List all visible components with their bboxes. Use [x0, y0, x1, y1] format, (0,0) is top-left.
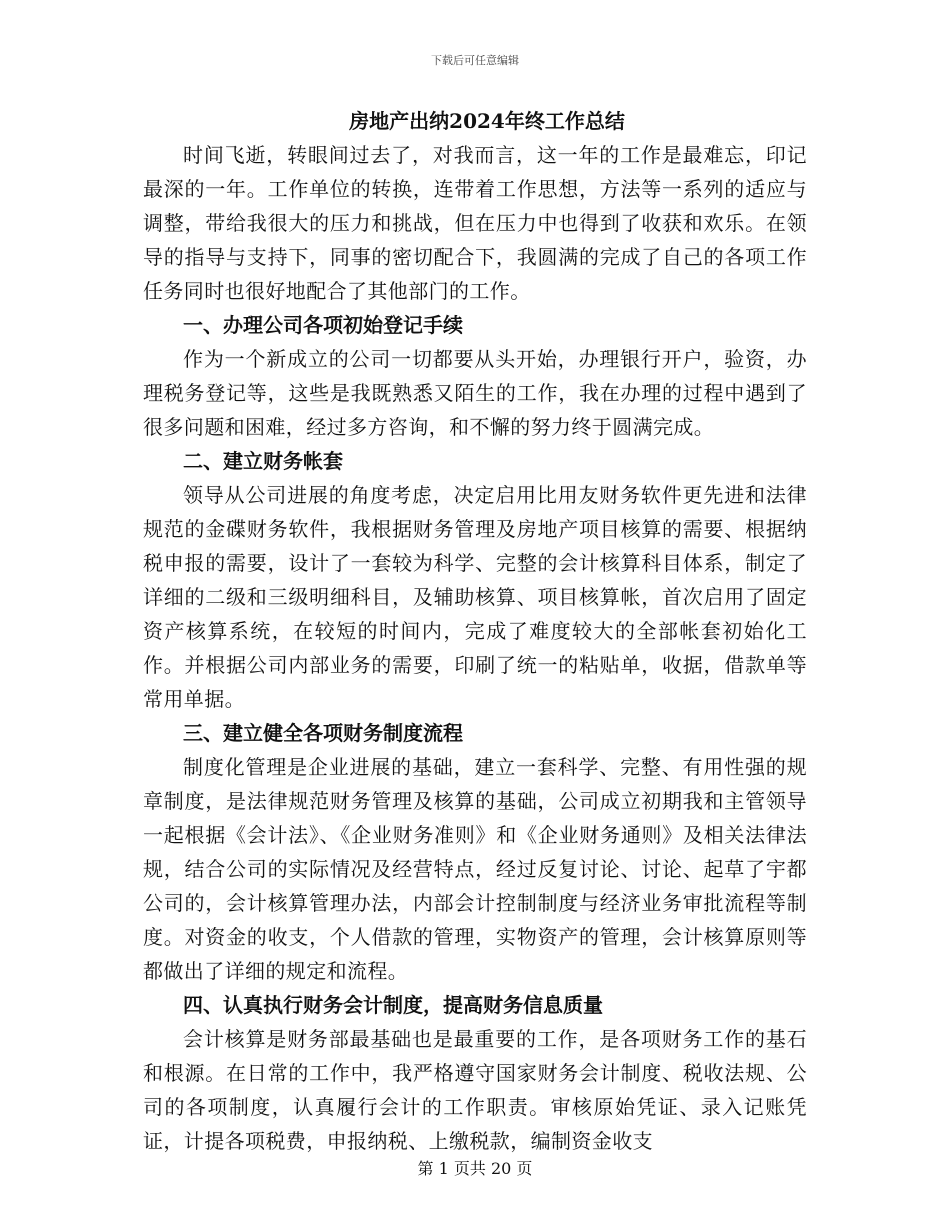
section-body-3: 制度化管理是企业进展的基础，建立一套科学、完整、有用性强的规章制度，是法律规范财务管理及核算的基础，公司成立初期我和主管领导一起根据《会计法》、《企业财务准则》和《企业财务通则》及相关法律法规，结合公司的实际情况及经营特点，经过反复讨论、讨论、起草了宇都公司的，会计核算管理办法，内部会计控制制度与经济业务审批流程等制度。对资金的收支，个人借款的管理，实物资产的管理，会计核算原则等都做出了详细的规定和流程。 [143, 755, 807, 983]
document-body [143, 104, 807, 1158]
section-heading-2: 二、建立财务帐套 [183, 449, 343, 473]
section-body-4: 会计核算是财务部最基础也是最重要的工作，是各项财务工作的基石和根源。在日常的工作中，我严格遵守国家财务会计制度、税收法规、公司的各项制度，认真履行会计的工作职责。审核原始凭证、录入记账凭证，计提各项税费，申报纳税、上缴税款，编制资金收支 [143, 1027, 807, 1153]
section-body-1: 作为一个新成立的公司一切都要从头开始，办理银行开户，验资，办理税务登记等，这些是我既熟悉又陌生的工作，我在办理的过程中遇到了很多问题和困难，经过多方咨询，和不懈的努力终于圆满完成。 [143, 347, 807, 439]
intro-paragraph: 时间飞逝，转眼间过去了，对我而言，这一年的工作是最难忘，印记最深的一年。工作单位的转换，连带着工作思想，方法等一系列的适应与调整，带给我很大的压力和挑战，但在压力中也得到了收获和欢乐。在领导的指导与支持下，同事的密切配合下，我圆满的完成了自己的各项工作任务同时也很好地配合了其他部门的工作。 [143, 143, 807, 303]
section-heading-1: 一、办理公司各项初始登记手续 [183, 313, 463, 337]
header-note: 下载后可任意编辑 [431, 54, 519, 67]
section-heading-3: 三、建立健全各项财务制度流程 [183, 721, 463, 745]
page-number-footer: 第 1 页共 20 页 [417, 1159, 533, 1178]
section-heading-4: 四、认真执行财务会计制度，提高财务信息质量 [183, 993, 603, 1017]
document-title: 房地产出纳2024年终工作总结 [349, 109, 625, 133]
section-body-2: 领导从公司进展的角度考虑，决定启用比用友财务软件更先进和法律规范的金碟财务软件，我根据财务管理及房地产项目核算的需要、根据纳税申报的需要，设计了一套较为科学、完整的会计核算科目体系，制定了详细的二级和三级明细科目，及辅助核算、项目核算帐，首次启用了固定资产核算系统，在较短的时间内，完成了难度较大的全部帐套初始化工作。并根据公司内部业务的需要，印刷了统一的粘贴单，收据，借款单等常用单据。 [143, 483, 807, 711]
